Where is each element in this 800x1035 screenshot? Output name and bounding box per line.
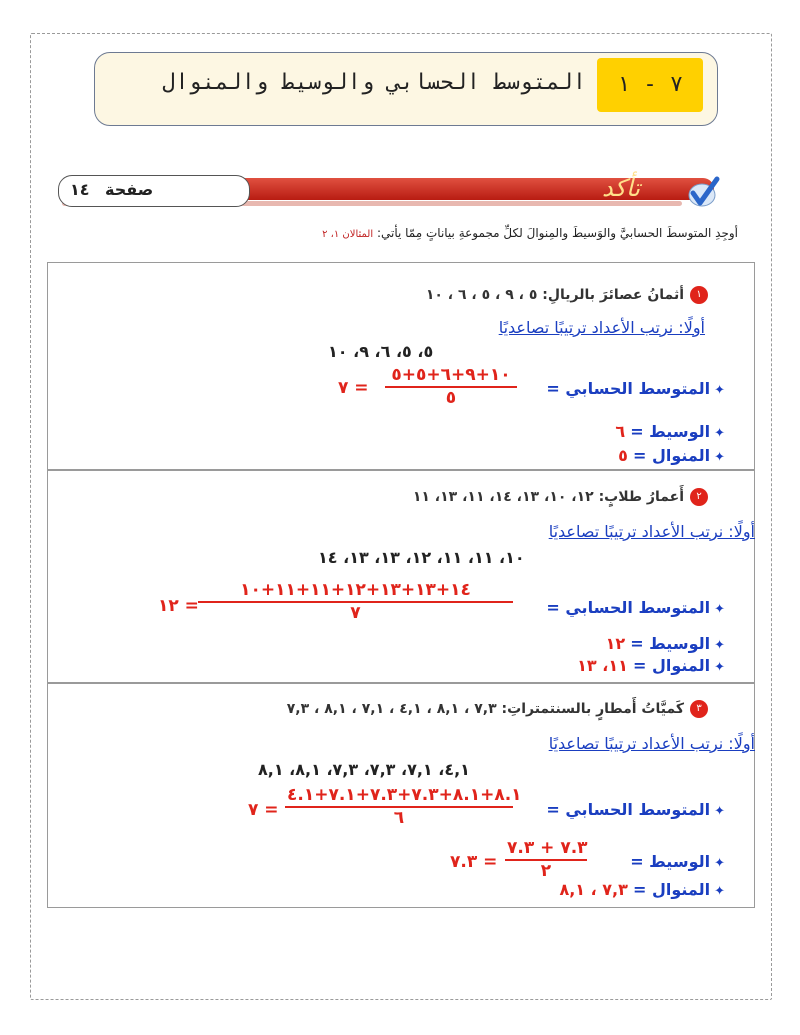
problem-2-mean-fraction: ١٤+١٣+١٣+١٢+١١+١١+١٠ ٧ bbox=[198, 580, 513, 623]
problem-number-icon: ١ bbox=[690, 286, 708, 304]
checkmark-icon bbox=[685, 175, 721, 211]
problem-1-question: ١أثمانُ عصائرَ بالريالِ: ٥ ، ٩ ، ٥ ، ٦ ، ١٠ bbox=[426, 286, 708, 304]
problem-3-median-fraction: ٧.٣ + ٧.٣ ٢ bbox=[507, 838, 588, 881]
page-label: صفحة bbox=[105, 180, 154, 199]
problem-2-mean: ✦المتوسط الحسابي = bbox=[546, 598, 725, 617]
problem-2-mode: ✦المنوال = ١١، ١٣ bbox=[577, 656, 725, 675]
problem-3-mean: ✦المتوسط الحسابي = bbox=[546, 800, 725, 819]
problem-3-sorted: ٤,١، ٧,١، ٧,٣، ٧,٣، ٨,١، ٨,١ bbox=[258, 760, 470, 779]
lesson-title: المتوسط الحسابي والوسيط والمنوال bbox=[162, 70, 586, 95]
problem-3-mean-fraction: ٨.١+٨.١+٧.٣+٧.٣+٧.١+٤.١ ٦ bbox=[287, 785, 522, 828]
problem-3-mean-result: ٧ = bbox=[248, 800, 279, 820]
problem-1-mean-fraction: ١٠+٩+٦+٥+٥ ٥ bbox=[385, 365, 517, 408]
problem-3-median: ✦الوسيط = bbox=[630, 852, 725, 871]
instruction-text: أوجِدِ المتوسطَ الحسابيَّ والوَسيطَ والمِنوالَ لكلِّ مجموعةِ بياناتٍ مِمّا يأتي: المثالان ١، ٢ bbox=[322, 226, 738, 240]
examples-ref: المثالان ١، ٢ bbox=[322, 229, 374, 240]
problem-3-median-result: ٧.٣ = bbox=[450, 852, 498, 872]
problem-1-mode: ✦المنوال = ٥ bbox=[618, 446, 725, 465]
problem-2-median: ✦الوسيط = ١٢ bbox=[605, 634, 725, 653]
problem-1-median: ✦الوسيط = ٦ bbox=[615, 422, 725, 441]
problem-2-mean-result: ١٢ = bbox=[158, 596, 199, 616]
page-number: ١٤ bbox=[70, 180, 90, 199]
problem-3-question: ٣كَميَّاتُ أَمطارٍ بالسنتمتراتِ: ٧,٣ ، ٨,١ ، ٤,١ ، ٧,١ ، ٨,١ ، ٧,٣ bbox=[287, 700, 708, 718]
problem-number-icon: ٣ bbox=[690, 700, 708, 718]
problem-1-mean-result: ٧ = bbox=[338, 378, 369, 398]
problem-number-icon: ٢ bbox=[690, 488, 708, 506]
problem-3-sort-title: أولًا: نرتب الأعداد ترتيبًا تصاعديًا bbox=[548, 734, 755, 753]
lesson-number: ٧ - ١ bbox=[616, 72, 684, 97]
section-title: تأكد bbox=[602, 174, 641, 202]
lesson-number-badge bbox=[597, 58, 703, 112]
problem-1-mean: ✦المتوسط الحسابي = bbox=[546, 379, 725, 398]
problem-1-sorted: ٥، ٥، ٦، ٩، ١٠ bbox=[328, 342, 434, 361]
problem-3-mode: ✦المنوال = ٧,٣ ، ٨,١ bbox=[559, 880, 725, 899]
problem-2-question: ٢أَعمارُ طلابٍ: ١٢، ١٠، ١٣، ١٤، ١١، ١٣، ١١ bbox=[413, 488, 708, 506]
problem-2-sorted: ١٠، ١١، ١١، ١٢، ١٣، ١٣، ١٤ bbox=[318, 548, 525, 567]
problem-2-sort-title: أولًا: نرتب الأعداد ترتيبًا تصاعديًا bbox=[548, 522, 755, 541]
problem-1-sort-title: أولًا: نرتب الأعداد ترتيبًا تصاعديًا bbox=[498, 318, 705, 337]
